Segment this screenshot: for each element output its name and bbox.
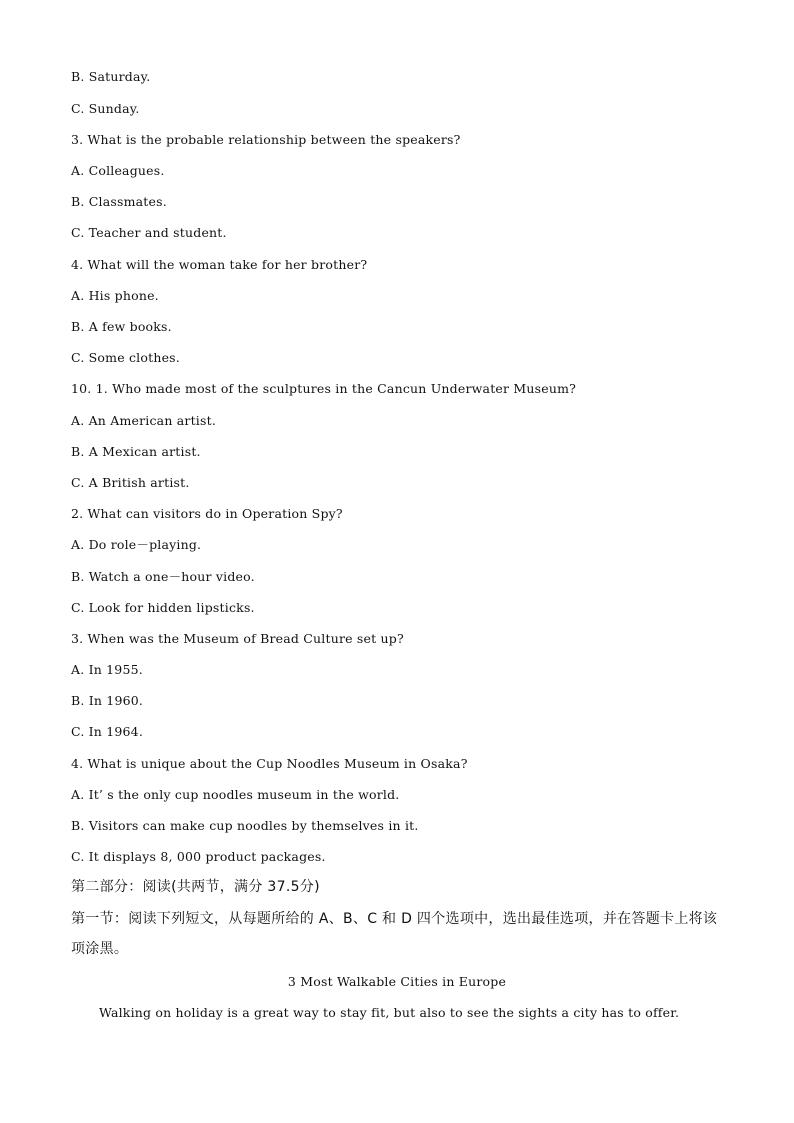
option-a-phone: A. His phone. [71,288,159,303]
option-a-1955: A. In 1955. [71,662,143,677]
option-c-packages: C. It displays 8, 000 product packages. [71,849,326,864]
option-a-role-playing: A. Do role－playing. [71,537,202,552]
option-b-books: B. A few books. [71,319,172,334]
passage-title: 3 Most Walkable Cities in Europe [287,974,507,989]
option-b-saturday: B. Saturday. [71,69,151,84]
option-b-classmates: B. Classmates. [71,194,167,209]
question-3-bread-museum: 3. When was the Museum of Bread Culture set up? [71,631,404,646]
question-2-operation-spy: 2. What can visitors do in Operation Spy? [71,506,343,521]
section-heading: 第二部分：阅读(共两节，满分 37.5分) [71,879,320,895]
section-instruction: 第一节：阅读下列短文，从每题所给的 A、B、C 和 D 四个选项中，选出最佳选项，并在答题卡上将该项涂黑。 [71,911,718,957]
question-4-cup-noodles: 4. What is unique about the Cup Noodles Museum in Osaka? [71,756,468,771]
passage-first-line: Walking on holiday is a great way to stay fit, but also to see the sights a city has to offer. [99,1005,680,1020]
option-c-1964: C. In 1964. [71,724,144,739]
question-3-relationship: 3. What is the probable relationship between the speakers? [71,132,461,147]
option-c-british-artist: C. A British artist. [71,475,190,490]
option-a-american-artist: A. An American artist. [71,413,217,428]
option-c-lipsticks: C. Look for hidden lipsticks. [71,600,255,615]
option-a-only-museum: A. It’ s the only cup noodles museum in the world. [71,787,400,802]
option-b-make-noodles: B. Visitors can make cup noodles by themselves in it. [71,818,419,833]
option-c-teacher-student: C. Teacher and student. [71,225,227,240]
option-a-colleagues: A. Colleagues. [71,163,165,178]
option-c-sunday: C. Sunday. [71,101,140,116]
question-4-brother: 4. What will the woman take for her brother? [71,257,368,272]
option-b-mexican-artist: B. A Mexican artist. [71,444,201,459]
option-b-1960: B. In 1960. [71,693,144,708]
question-10-1-sculptures: 10. 1. Who made most of the sculptures in the Cancun Underwater Museum? [71,381,577,396]
option-c-clothes: C. Some clothes. [71,350,180,365]
option-b-video: B. Watch a one－hour video. [71,569,255,584]
